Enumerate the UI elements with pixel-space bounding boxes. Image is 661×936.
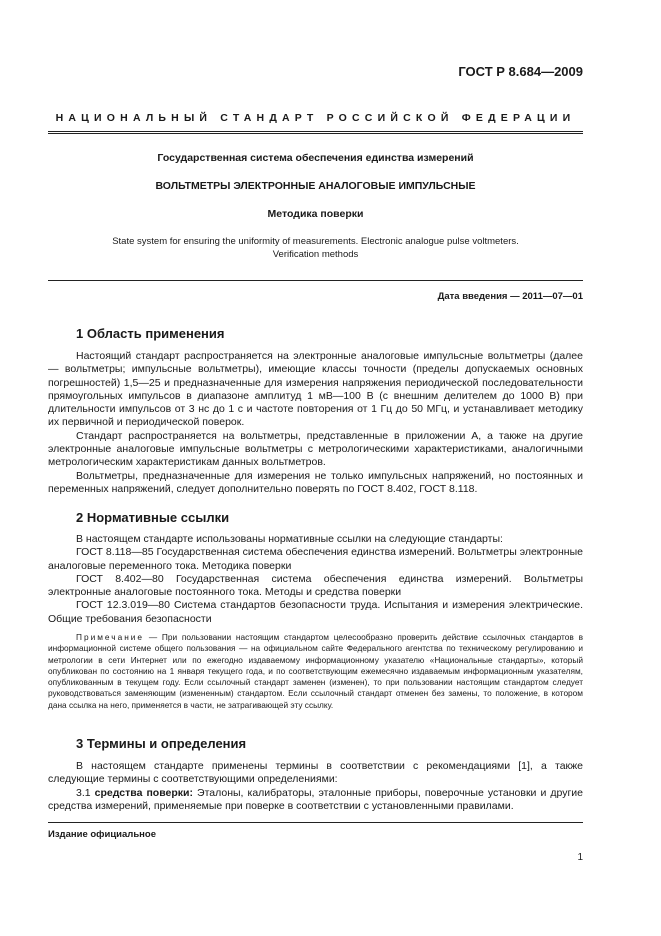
section-1-heading: 1 Область применения [76, 326, 225, 341]
note-text: — При пользовании настоящим стандартом целесообразно проверить действие ссылочных стандартов в информационной системе общего пользования — на официальном сайте Федерального агентства по техническому регулированию и метрологии в сети Интернет или по ежегодно издаваемому информационному указателю «Национальные стандарты», который опубликован по состоянию на 1 января текущего года, и по соответствующим ежемесячно издаваемым информационным указателям, опубликованным в текущем году. Если ссылочный стандарт заменен (изменен), то при пользовании настоящим стандартом следует руководствоваться заменяющим (измененным) стандартом. Если ссылочный стандарт отменен без замены, то положение, в котором дана ссылка на него, применяется в части, не затрагивающей эту ссылку. [48, 632, 583, 710]
page-number: 1 [577, 852, 583, 863]
official-edition-label: Издание официальное [48, 829, 156, 840]
section-3-body [48, 760, 583, 813]
english-title-line1: State system for ensuring the uniformity of measurements. Electronic analogue pulse voltmeters. [112, 236, 519, 247]
section-1-body [48, 350, 583, 496]
date-rule [48, 280, 583, 281]
section-1-paragraph: Вольтметры, предназначенные для измерения не только импульсных напряжений, но постоянных и переменных напряжений, следует дополнительно поверять по ГОСТ 8.402, ГОСТ 8.118. [48, 469, 583, 495]
header-rule-bottom [48, 133, 583, 134]
english-title [48, 235, 583, 261]
note-block [48, 632, 583, 711]
reference-gost-8-118: ГОСТ 8.118—85 Государственная система обеспечения единства измерений. Вольтметры электронные аналоговые переменного тока. Методика поверки [48, 546, 583, 572]
national-standard-heading: НАЦИОНАЛЬНЫЙ СТАНДАРТ РОССИЙСКОЙ ФЕДЕРАЦИИ [55, 112, 576, 124]
system-title: Государственная система обеспечения единства измерений [157, 152, 474, 164]
section-1-paragraph: Настоящий стандарт распространяется на электронные аналоговые импульсные вольтметры (далее — вольтметры; импульсные вольтметры), имеющие классы точности (пределы допускаемых основных погрешностей) 1,5—25 и предназначенные для измерения напряжения периодической последовательности прямоугольных импульсов в диапазоне амплитуд 1 мВ—100 В (с внешним делителем до 1000 В) при длительности импульсов от 3 нс до 1 с и частоте повторения от 1 Гц до 50 МГц, и устанавливает методику их первичной и периодической поверок. [48, 350, 583, 429]
reference-gost-12-3-019: ГОСТ 12.3.019—80 Система стандартов безопасности труда. Испытания и измерения электрические. Общие требования безопасности [48, 599, 583, 625]
standard-title: ВОЛЬТМЕТРЫ ЭЛЕКТРОННЫЕ АНАЛОГОВЫЕ ИМПУЛЬСНЫЕ [155, 180, 476, 192]
section-2-paragraph: В настоящем стандарте использованы нормативные ссылки на следующие стандарты: [76, 533, 503, 545]
term-definition [48, 787, 583, 814]
method-title: Методика поверки [267, 208, 364, 220]
section-2-body [48, 533, 583, 626]
reference-gost-8-402: ГОСТ 8.402—80 Государственная система обеспечения единства измерений. Вольтметры электронные аналоговые постоянного тока. Методы и средства поверки [48, 572, 583, 599]
section-3-heading: 3 Термины и определения [76, 736, 247, 751]
term-text: Эталоны, калибраторы, эталонные приборы, поверочные установки и другие средства измерений, применяемые при поверке в соответствии с установленными правилами. [48, 786, 583, 812]
term-number: 3.1 [76, 786, 91, 799]
document-number: ГОСТ Р 8.684—2009 [458, 64, 583, 79]
english-title-line2: Verification methods [272, 249, 359, 260]
section-3-paragraph: В настоящем стандарте применены термины в соответствии с рекомендациями [1], а также следующие термины с соответствующими определениями: [48, 760, 583, 786]
note-label: Примечание [76, 632, 145, 642]
introduction-date: Дата введения — 2011—07—01 [437, 291, 583, 302]
section-2-heading: 2 Нормативные ссылки [76, 510, 230, 525]
footer-rule [48, 822, 583, 823]
term-name: средства поверки: [94, 786, 193, 799]
header-rule-top [48, 131, 583, 132]
section-1-paragraph: Стандарт распространяется на вольтметры, представленные в приложении А, а также на другие электронные аналоговые импульсные вольтметры с метрологическими характеристиками, аналогичными метрологическим характеристикам данных вольтметров. [48, 429, 583, 469]
